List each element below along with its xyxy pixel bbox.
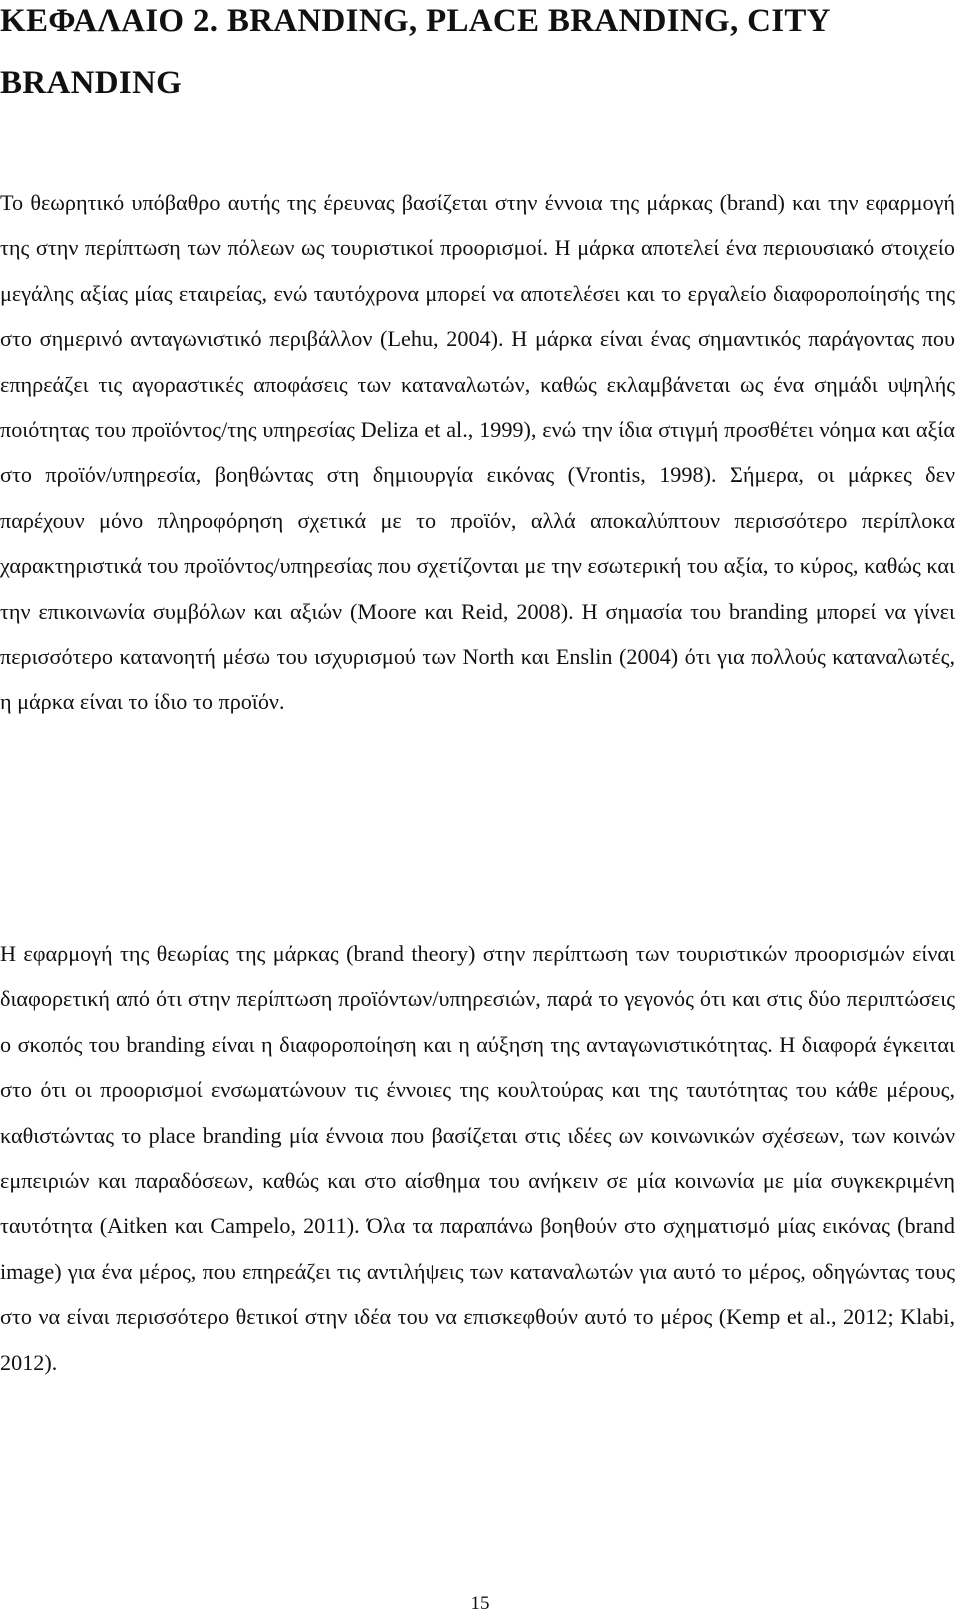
chapter-title: ΚΕΦΑΛΑΙΟ 2. BRANDING, PLACE BRANDING, CITY BRANDING [0,3,830,101]
page-number: 15 [470,1593,490,1614]
body-paragraph-2: Η εφαρμογή της θεωρίας της μάρκας (brand theory) στην περίπτωση των τουριστικών προορισμών είναι διαφορετική από ότι στην περίπτωση προϊόντων/υπηρεσιών, παρά το γεγονός ότι και στις δύο περιπτώσεις ο σκοπός του branding είναι η διαφοροποίηση και η αύξηση της ανταγωνιστικότητας. Η διαφορά έγκειται στο ότι οι προορισμοί ενσωματώνουν τις έννοιες της κουλτούρας και της ταυτότητας του κάθε μέρους, καθιστώντας το place branding μία έννοια που βασίζεται στις ιδέες ων κοινωνικών σχέσεων, των κοινών εμπειριών και παραδόσεων, καθώς και στο αίσθημα του ανήκειν σε μία κοινωνία με μία συγκεκριμένη ταυτότητα (Aitken και Campelo, 2011). Όλα τα παραπάνω βοηθούν στο σχηματισμό μίας εικόνας (brand image) για ένα μέρος, που επηρεάζει τις αντιλήψεις των καταναλωτών για αυτό το μέρος, οδηγώντας τους στο να είναι περισσότερο θετικοί στην ιδέα του να επισκεφθούν αυτό το μέρος (Kemp et al., 2012; Klabi, 2012). [0,941,955,1375]
body-paragraph-1: Το θεωρητικό υπόβαθρο αυτής της έρευνας βασίζεται στην έννοια της μάρκας (brand) και την εφαρμογή της στην περίπτωση των πόλεων ως τουριστικοί προορισμοί. Η μάρκα αποτελεί ένα περιουσιακό στοιχείο μεγάλης αξίας μίας εταιρείας, ενώ ταυτόχρονα μπορεί να αποτελέσει και το εργαλείο διαφοροποίησής της στο σημερινό ανταγωνιστικό περιβάλλον (Lehu, 2004). Η μάρκα είναι ένας σημαντικός παράγοντας που επηρεάζει τις αγοραστικές αποφάσεις των καταναλωτών, καθώς εκλαμβάνεται ως ένα σημάδι υψηλής ποιότητας του προϊόντος/της υπηρεσίας Deliza et al., 1999), ενώ την ίδια στιγμή προσθέτει νόημα και αξία στο προϊόν/υπηρεσία, βοηθώντας στη δημιουργία εικόνας (Vrontis, 1998). Σήμερα, οι μάρκες δεν παρέχουν μόνο πληροφόρηση σχετικά με το προϊόν, αλλά αποκαλύπτουν περισσότερο περίπλοκα χαρακτηριστικά του προϊόντος/υπηρεσίας που σχετίζονται με την εσωτερική του αξία, το κύρος, καθώς και την επικοινωνία συμβόλων και αξιών (Moore και Reid, 2008). Η σημασία του branding μπορεί να γίνει περισσότερο κατανοητή μέσω του ισχυρισμού των North και Enslin (2004) ότι για πολλούς καταναλωτές, η μάρκα είναι το ίδιο το προϊόν. [0,190,955,715]
